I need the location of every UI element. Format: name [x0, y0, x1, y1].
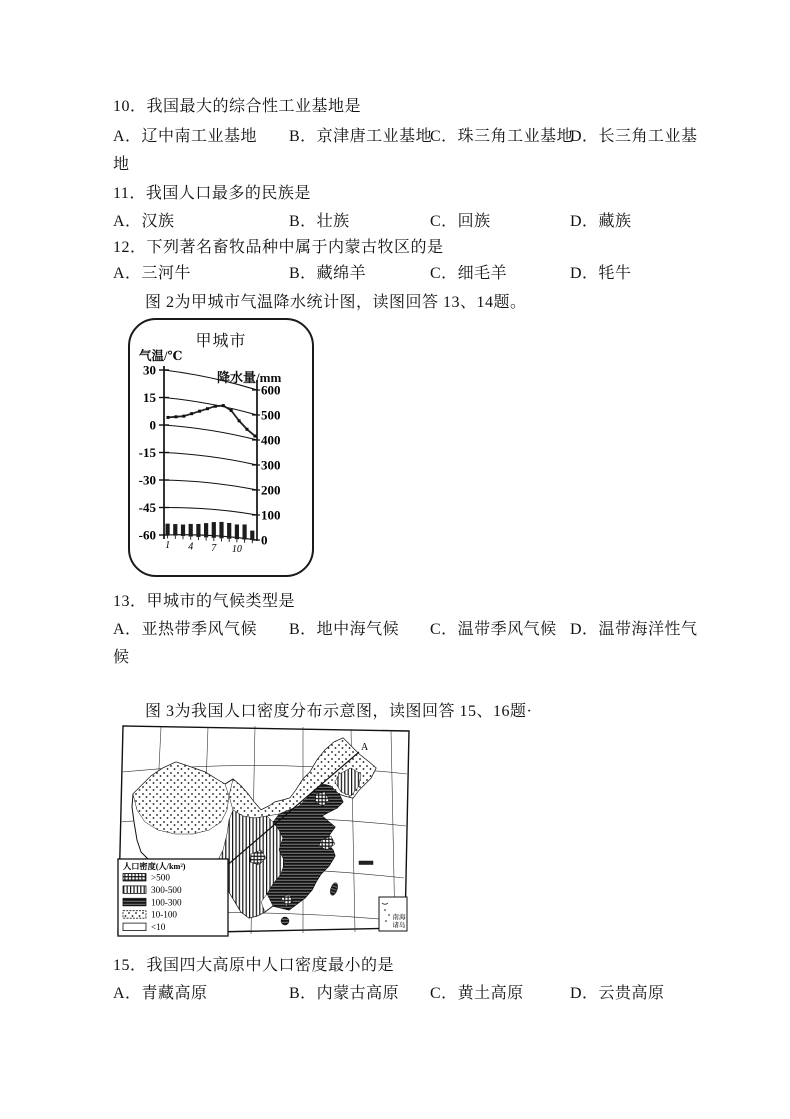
question-15-option-a: A．青藏高原	[113, 985, 208, 1002]
question-15-option-b: B．内蒙古高原	[289, 985, 400, 1002]
question-13-option-b: B．地中海气候	[289, 621, 400, 638]
figure-2-caption: 图 2为甲城市气温降水统计图，读图回答 13、14题。	[145, 294, 527, 311]
svg-text:600: 600	[261, 382, 281, 398]
inset-label-line1: 南海	[392, 914, 406, 921]
svg-text:4: 4	[188, 541, 194, 553]
precipitation-axis-label: 降水量/mm	[217, 370, 282, 385]
svg-text:10: 10	[231, 544, 242, 556]
question-15-option-c: C．黄土高原	[430, 985, 524, 1002]
china-map	[113, 722, 413, 940]
question-15-option-d: D．云贵高原	[570, 985, 665, 1002]
svg-text:400: 400	[261, 432, 281, 448]
temperature-axis-label: 气温/℃	[139, 349, 183, 363]
question-13-text: 13．甲城市的气候类型是	[113, 593, 296, 610]
svg-text:15: 15	[143, 390, 156, 405]
svg-text:-15: -15	[138, 445, 156, 460]
question-12-option-c: C．细毛羊	[430, 265, 508, 282]
svg-text:-30: -30	[138, 472, 156, 488]
svg-text:-60: -60	[138, 527, 156, 543]
svg-text:100: 100	[261, 507, 281, 523]
question-11-option-c: C．回族	[430, 213, 491, 230]
question-10-option-b: B．京津唐工业基地	[289, 128, 433, 145]
question-12-option-b: B．藏绵羊	[289, 265, 367, 282]
question-10-option-a: A．辽中南工业基地	[113, 128, 258, 145]
chart-title: 甲城市	[195, 333, 247, 350]
question-10-option-d-wrap: 地	[113, 156, 130, 173]
question-11-option-d: D．藏族	[570, 213, 632, 230]
question-13-option-d: D．温带海洋性气	[570, 621, 698, 638]
svg-text:500: 500	[261, 407, 281, 423]
climograph-plot	[130, 320, 312, 575]
svg-text:300: 300	[261, 457, 281, 473]
question-12-option-a: A．三河牛	[113, 265, 192, 282]
legend-label-2: 100-300	[151, 897, 182, 908]
legend-label-0: >500	[151, 872, 170, 883]
question-13-option-d-wrap: 候	[113, 649, 130, 666]
legend-label-3: 10-100	[151, 909, 178, 920]
population-density-map-figure	[113, 722, 413, 940]
question-12-text: 12．下列著名畜牧品种中属于内蒙古牧区的是	[113, 239, 444, 256]
svg-text:200: 200	[261, 482, 281, 498]
question-13-option-a: A．亚热带季风气候	[113, 621, 258, 638]
south-china-sea-inset	[379, 897, 407, 931]
svg-text:7: 7	[211, 542, 217, 554]
svg-text:0: 0	[149, 417, 156, 433]
question-10-option-c: C．珠三角工业基地	[430, 128, 574, 145]
svg-text:0: 0	[261, 532, 268, 548]
question-12-option-d: D．牦牛	[570, 265, 632, 282]
figure-3-caption: 图 3为我国人口密度分布示意图，读图回答 15、16题·	[145, 703, 533, 720]
map-label-a: A	[361, 742, 369, 753]
question-13-option-c: C．温带季风气候	[430, 621, 557, 638]
svg-text:1: 1	[165, 540, 171, 552]
legend-label-1: 300-500	[151, 884, 182, 895]
question-11-text: 11．我国人口最多的民族是	[113, 185, 311, 202]
legend-title: 人口密度(人/km²)	[123, 862, 186, 871]
question-10-text: 10．我国最大的综合性工业基地是	[113, 98, 362, 115]
question-15-text: 15．我国四大高原中人口密度最小的是	[113, 957, 395, 974]
inset-label-line2: 诸岛	[392, 922, 406, 929]
svg-text:-45: -45	[138, 500, 156, 515]
question-10-option-d: D．长三角工业基	[570, 128, 698, 145]
svg-text:30: 30	[143, 362, 156, 378]
question-11-option-a: A．汉族	[113, 213, 175, 230]
climate-chart-figure	[128, 318, 314, 577]
map-legend	[118, 859, 228, 936]
question-11-option-b: B．壮族	[289, 213, 350, 230]
legend-label-4: <10	[151, 922, 166, 933]
